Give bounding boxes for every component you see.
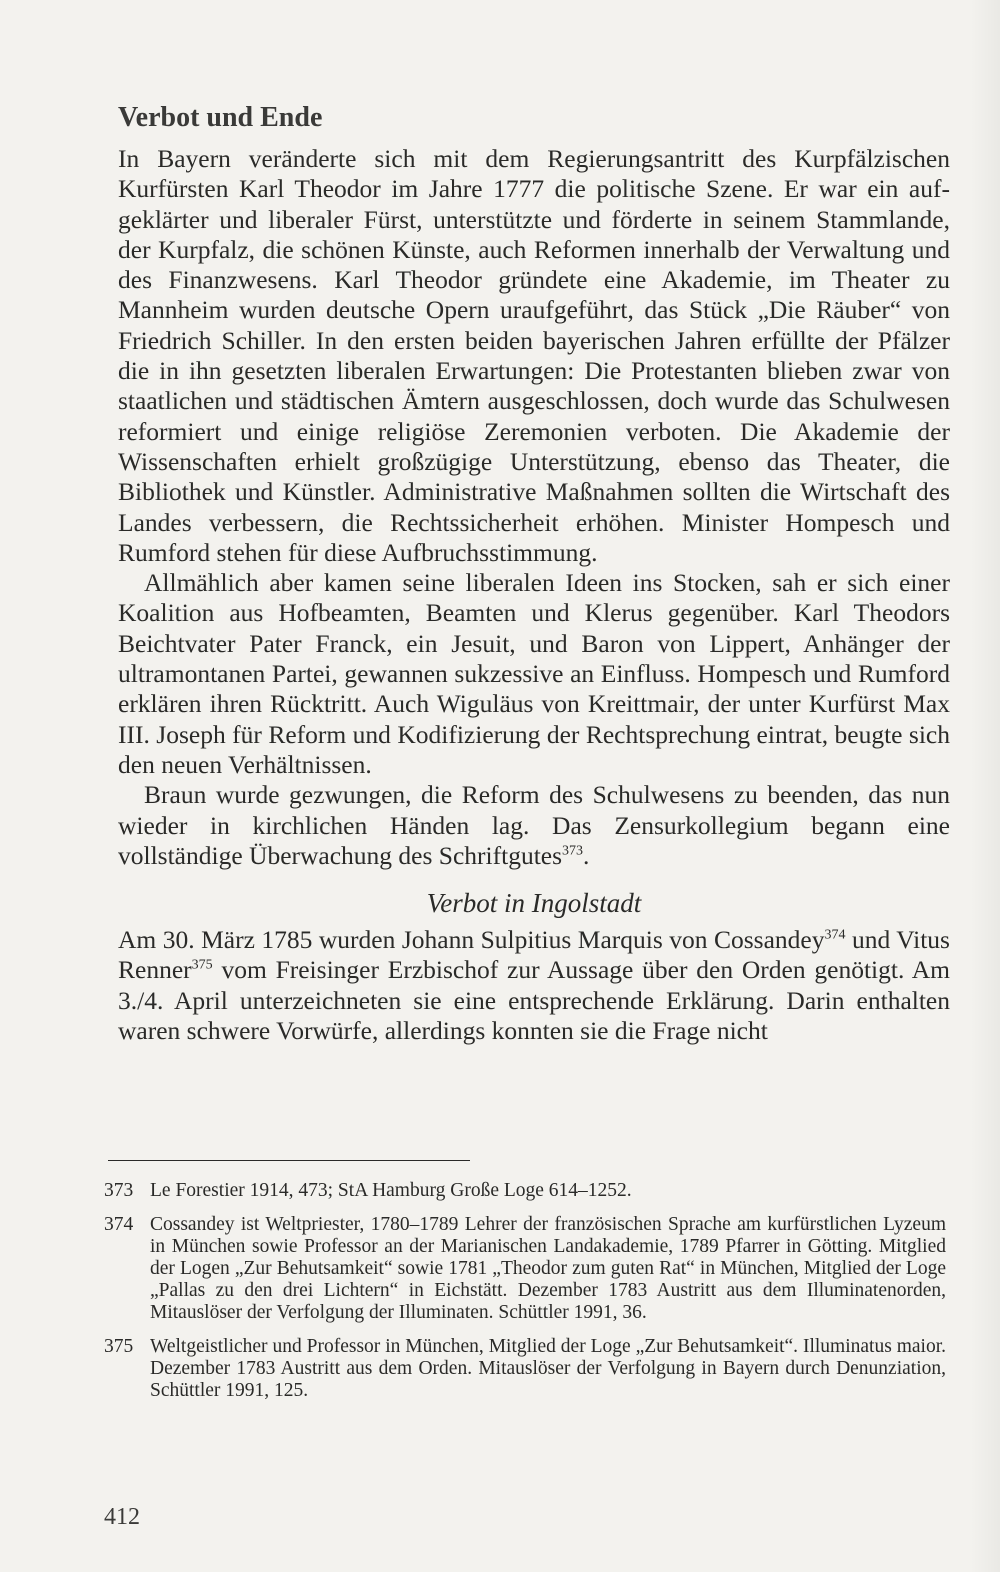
footnote-divider: [108, 1160, 470, 1161]
paragraph-4-part-1: Am 30. März 1785 wurden Johann Sulpitius Marquis von Cossandey: [118, 925, 825, 955]
footnote-text: Cossandey ist Weltpriester, 1780–1789 Lehrer der französischen Sprache am kurfürstlichen Lyzeum in München sowie Professor an der Marianischen Landakademie, 1789 Pfarrer in Götting. Mitglied der Logen „Zur Behutsamkeit“ sowie 1781 „Theodor zum guten Rat“ in München, Mitglied der Loge „Pallas zu den drei Lichtern“ in Eichstätt. Dezember 1783 Austritt aus dem Illuminatenorden, Mitauslöser der Verfolgung der Illuminaten. Schüttler 1991, 36.: [150, 1214, 946, 1323]
page-edge-shadow: [970, 0, 1000, 1572]
paragraph-1: In Bayern veränderte sich mit dem Regierungsantritt des Kurpfälzischen Kurfürsten Karl Theodor im Jahre 1777 die politische Szene. Er war ein aufgeklärter und liberaler Fürst, unterstützte und förderte in seinem Stammlande, der Kurpfalz, die schönen Künste, auch Reformen innerhalb der Verwaltung und des Finanzwesens. Karl Theodor gründete eine Akademie, im Theater zu Mannheim wurden deutsche Opern uraufgeführt, das Stück „Die Räuber“ von Friedrich Schiller. In den ersten beiden bayerischen Jahren erfüllte der Pfälzer die in ihn gesetzten liberalen Erwartungen: Die Protestanten blieben zwar von staatlichen und städtischen Ämtern ausgeschlossen, doch wurde das Schulwesen reformiert und einige religiöse Zeremonien verboten. Die Akademie der Wissenschaften erhielt großzügige Unterstützung, ebenso das Theater, die Bibliothek und Künstler. Administrative Maßnahmen sollten die Wirtschaft des Landes verbessern, die Rechtssicherheit erhöhen. Minister Hompesch und Rumford stehen für diese Aufbruchsstimmung.: [118, 144, 950, 567]
section-heading: Verbot und Ende: [118, 102, 323, 133]
paragraph-4-part-3: vom Freisinger Erzbischof zur Aussage über den Orden genötigt. Am 3./4. April unterzeichneten sie eine entsprechende Erklärung. Darin enthalten waren schwere Vorwürfe, allerdings konnten sie die Frage nicht: [118, 955, 950, 1046]
footnote-ref-374[interactable]: 374: [824, 927, 846, 943]
footnotes: [104, 1180, 946, 1414]
footnote-text: Weltgeistlicher und Professor in München, Mitglied der Loge „Zur Behutsamkeit“. Illuminatus maior. Dezember 1783 Austritt aus dem Orden. Mitauslöser der Verfolgung in Bayern durch Denunziation, Schüttler 1991, 125.: [150, 1336, 946, 1401]
footnote-375: [104, 1336, 946, 1402]
footnote-text: Le Forestier 1914, 473; StA Hamburg Große Loge 614–1252.: [150, 1180, 632, 1201]
main-text: [118, 100, 950, 1046]
footnote-number: 374: [104, 1214, 134, 1235]
paragraph-3-text: Braun wurde gezwungen, die Reform des Schulwesens zu beenden, das nun wieder in kirchlichen Händen lag. Das Zensurkollegium begann eine vollständige Überwachung des Schriftgutes: [118, 780, 950, 870]
subheading: Verbot in Ingolstadt: [426, 888, 642, 919]
paragraph-2: Allmählich aber kamen seine liberalen Ideen ins Stocken, sah er sich einer Koalition aus Hofbeamten, Beamten und Klerus gegenüber. Karl Theodors Beichtvater Pater Franck, ein Jesuit, und Baron von Lippert, Anhänger der ultramontanen Partei, gewannen sukzessive an Einfluss. Hompesch und Rumford erklären ihren Rücktritt. Auch Wiguläus von Kreittmair, der unter Kurfürst Max III. Joseph für Reform und Kodifizierung der Rechtsprechung eintrat, beugte sich den neuen Verhältnissen.: [118, 568, 950, 779]
page-number: 412: [104, 1504, 140, 1530]
paragraph-4: [118, 925, 950, 1046]
footnote-ref-373[interactable]: 373: [562, 843, 584, 859]
paragraph-4-part-2: und Vitus Renner: [118, 925, 950, 985]
footnote-number: 375: [104, 1336, 134, 1357]
footnote-number: 373: [104, 1180, 134, 1201]
footnote-ref-375[interactable]: 375: [191, 957, 213, 973]
footnote-373: [104, 1180, 946, 1202]
paragraph-3: Braun wurde gezwungen, die Reform des Schulwesens zu beenden, das nun wieder in kirchlichen Händen lag. Das Zensurkollegium begann eine vollständige Überwachung des Schriftgutes$^{373}$.: [118, 780, 950, 870]
footnote-374: [104, 1214, 946, 1324]
